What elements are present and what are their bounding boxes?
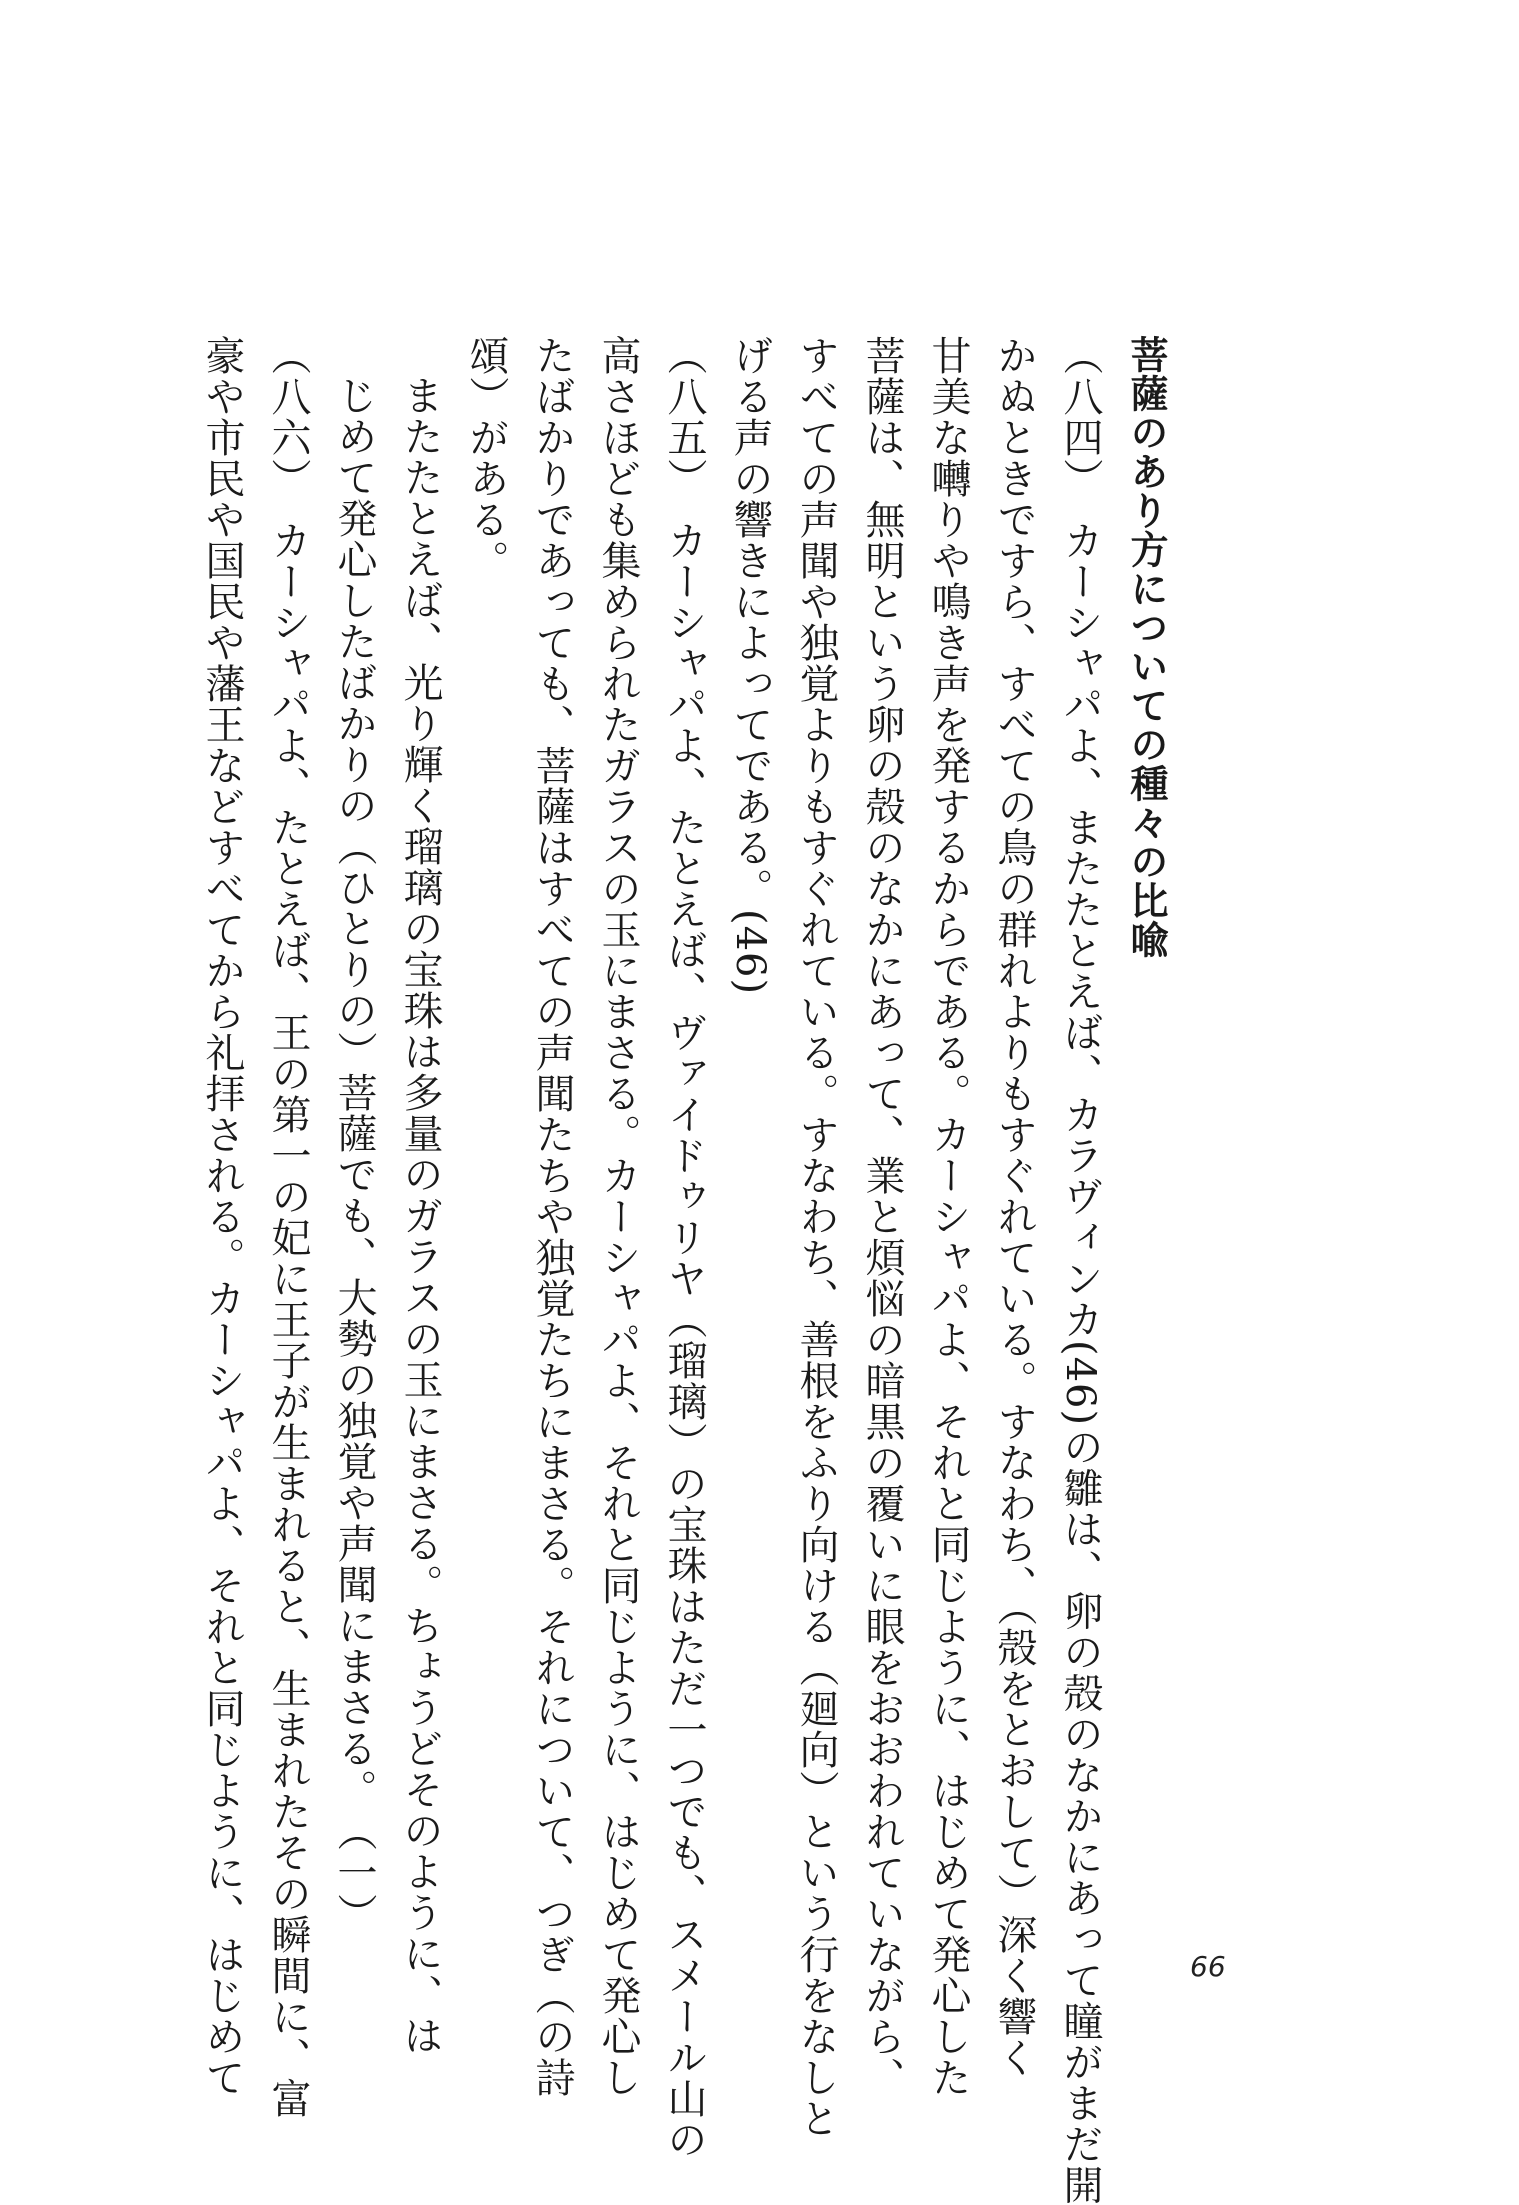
text-line: げる声の響きによってである。(46) xyxy=(727,335,773,996)
text-line: 高さほども集められたガラスの玉にまさる。カーシャパよ、それと同じように、はじめて発心し xyxy=(595,335,641,2098)
verse-line: またたとえば、光り輝く瑠璃の宝珠は多量のガラスの玉にまさる。ちょうどそのように、は xyxy=(397,375,443,2056)
verse-line: じめて発心したばかりの（ひとりの）菩薩でも、大勢の独覚や声聞にまさる。 （一） xyxy=(331,375,377,1934)
text-line: 菩薩は、無明という卵の殻のなかにあって、業と煩悩の暗黒の覆いに眼をおおわれていながら、 xyxy=(859,335,905,2098)
text-line: （八六） カーシャパよ、たとえば、王の第一の妃に王子が生まれると、生まれたその瞬間に、富 xyxy=(265,335,311,2119)
text-line: （八四） カーシャパよ、またたとえば、カラヴィンカ(46)の雛は、卵の殻のなかにあって瞳がまだ開 xyxy=(1057,335,1103,2205)
page-number: 66 xyxy=(1190,1950,1226,1983)
text-line: 甘美な囀りや鳴き声を発するからである。カーシャパよ、それと同じように、はじめて発心した xyxy=(925,335,971,2098)
vertical-text-block xyxy=(159,335,1179,2205)
text-line: 豪や市民や国民や藩王などすべてから礼拝される。カーシャパよ、それと同じように、はじめて xyxy=(199,335,245,2098)
section-heading: 菩薩のあり方についての種々の比喩 xyxy=(1124,335,1168,959)
text-line: かぬときですら、すべての鳥の群れよりもすぐれている。すなわち、（殻をとおして）深く響く xyxy=(991,335,1037,2078)
text-line: すべての声聞や独覚よりもすぐれている。すなわち、善根をふり向ける（廻向）という行をなしと xyxy=(793,335,839,2139)
text-line: 頌）がある。 xyxy=(463,335,509,581)
text-line: たばかりであっても、菩薩はすべての声聞たちや独覚たちにまさる。それについて、つぎ（の詩 xyxy=(529,335,575,2098)
text-line: （八五） カーシャパよ、たとえば、ヴァイドゥリヤ（瑠璃）の宝珠はただ一つでも、スメール山の xyxy=(661,335,707,2160)
